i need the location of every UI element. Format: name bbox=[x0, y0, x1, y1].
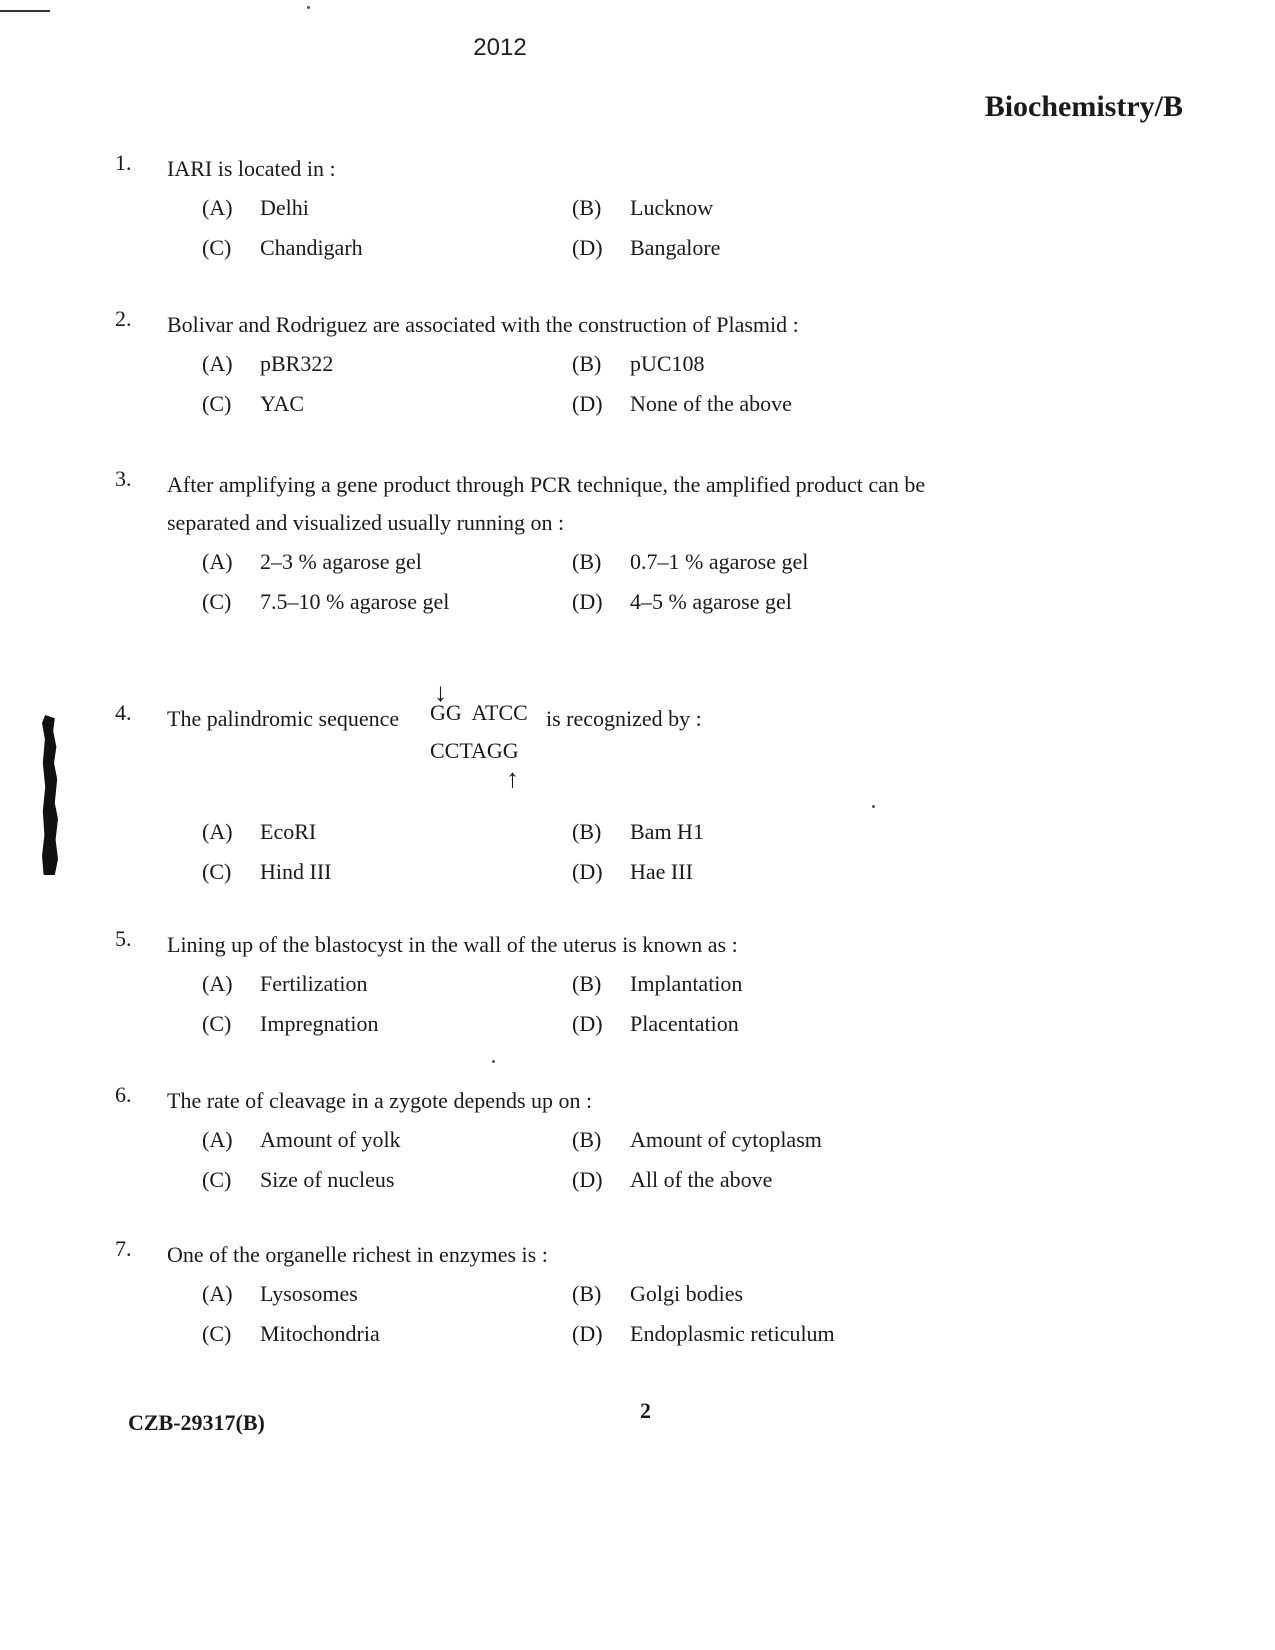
question-5 bbox=[115, 926, 1015, 1042]
question-number: 5. bbox=[115, 926, 132, 951]
paper-code: CZB-29317(B) bbox=[128, 1410, 265, 1435]
question-number: 2. bbox=[115, 306, 132, 331]
option-a: (A) Lysosomes bbox=[202, 1281, 358, 1306]
option-c: (C) Chandigarh bbox=[202, 235, 363, 260]
option-a: (A) pBR322 bbox=[202, 351, 334, 376]
option-grid bbox=[202, 1122, 1015, 1198]
question-7 bbox=[115, 1236, 1015, 1352]
question-text: The palindromic sequence bbox=[167, 706, 400, 731]
question-6 bbox=[115, 1082, 1015, 1198]
scan-binding-mark bbox=[42, 715, 58, 875]
option-grid bbox=[202, 966, 1015, 1042]
option-d: (D) All of the above bbox=[572, 1167, 773, 1192]
option-b: (B) Implantation bbox=[572, 971, 743, 996]
question-text: IARI is located in : bbox=[167, 156, 336, 181]
option-b: (B) 0.7–1 % agarose gel bbox=[572, 549, 809, 574]
subject-title: Biochemistry/B bbox=[984, 90, 1183, 123]
option-c: (C) Mitochondria bbox=[202, 1321, 380, 1346]
question-text: After amplifying a gene product through PCR technique, the amplified product can be separated and visualized usually running on : bbox=[167, 472, 926, 535]
option-grid bbox=[202, 814, 932, 890]
option-c: (C) YAC bbox=[202, 391, 305, 416]
option-d: (D) Placentation bbox=[572, 1011, 739, 1036]
option-d: (D) Bangalore bbox=[572, 235, 721, 260]
option-d: (D) Endoplasmic reticulum bbox=[572, 1321, 835, 1346]
scan-speck bbox=[492, 1060, 495, 1063]
question-number: 7. bbox=[115, 1236, 132, 1261]
question-3 bbox=[115, 466, 1015, 620]
option-d: (D) 4–5 % agarose gel bbox=[572, 589, 792, 614]
cut-site-up-arrow-icon: ↑ bbox=[506, 764, 519, 793]
option-c: (C) Size of nucleus bbox=[202, 1167, 395, 1192]
option-grid bbox=[202, 190, 1015, 266]
option-a: (A) Delhi bbox=[202, 195, 309, 220]
option-c: (C) Impregnation bbox=[202, 1011, 379, 1036]
question-1 bbox=[115, 150, 1015, 266]
option-b: (B) Amount of cytoplasm bbox=[572, 1127, 822, 1152]
page-number: 2 bbox=[640, 1398, 651, 1423]
option-grid bbox=[202, 346, 1015, 422]
question-number: 1. bbox=[115, 150, 132, 175]
option-a: (A) 2–3 % agarose gel bbox=[202, 549, 422, 574]
scan-speck bbox=[307, 6, 310, 9]
question-text: One of the organelle richest in enzymes is : bbox=[167, 1242, 548, 1267]
sequence-top-strand: GG ATCC bbox=[430, 700, 528, 725]
option-b: (B) Bam H1 bbox=[572, 819, 704, 844]
question-number: 3. bbox=[115, 466, 132, 491]
exam-year: 2012 bbox=[473, 34, 527, 61]
option-a: (A) Amount of yolk bbox=[202, 1127, 401, 1152]
option-d: (D) None of the above bbox=[572, 391, 792, 416]
question-text-continued: is recognized by : bbox=[546, 706, 702, 731]
question-4 bbox=[115, 678, 1015, 900]
question-number: 6. bbox=[115, 1082, 132, 1107]
sequence-bottom-strand: CCTAGG bbox=[430, 738, 519, 763]
option-a: (A) Fertilization bbox=[202, 971, 368, 996]
option-c: (C) 7.5–10 % agarose gel bbox=[202, 589, 450, 614]
option-grid bbox=[202, 544, 1015, 620]
option-grid bbox=[202, 1276, 1015, 1352]
cut-site-down-arrow-icon: ↓ bbox=[434, 678, 447, 707]
option-d: (D) Hae III bbox=[572, 859, 693, 884]
question-text: Lining up of the blastocyst in the wall of the uterus is known as : bbox=[167, 932, 738, 957]
option-c: (C) Hind III bbox=[202, 859, 332, 884]
option-b: (B) Golgi bodies bbox=[572, 1281, 744, 1306]
question-text: The rate of cleavage in a zygote depends up on : bbox=[167, 1088, 593, 1113]
option-b: (B) Lucknow bbox=[572, 195, 714, 220]
question-2 bbox=[115, 306, 1015, 422]
option-a: (A) EcoRI bbox=[202, 819, 317, 844]
question-text: Bolivar and Rodriguez are associated with the construction of Plasmid : bbox=[167, 312, 799, 337]
option-b: (B) pUC108 bbox=[572, 351, 705, 376]
scan-top-rule bbox=[0, 10, 50, 12]
question-number: 4. bbox=[115, 700, 132, 725]
